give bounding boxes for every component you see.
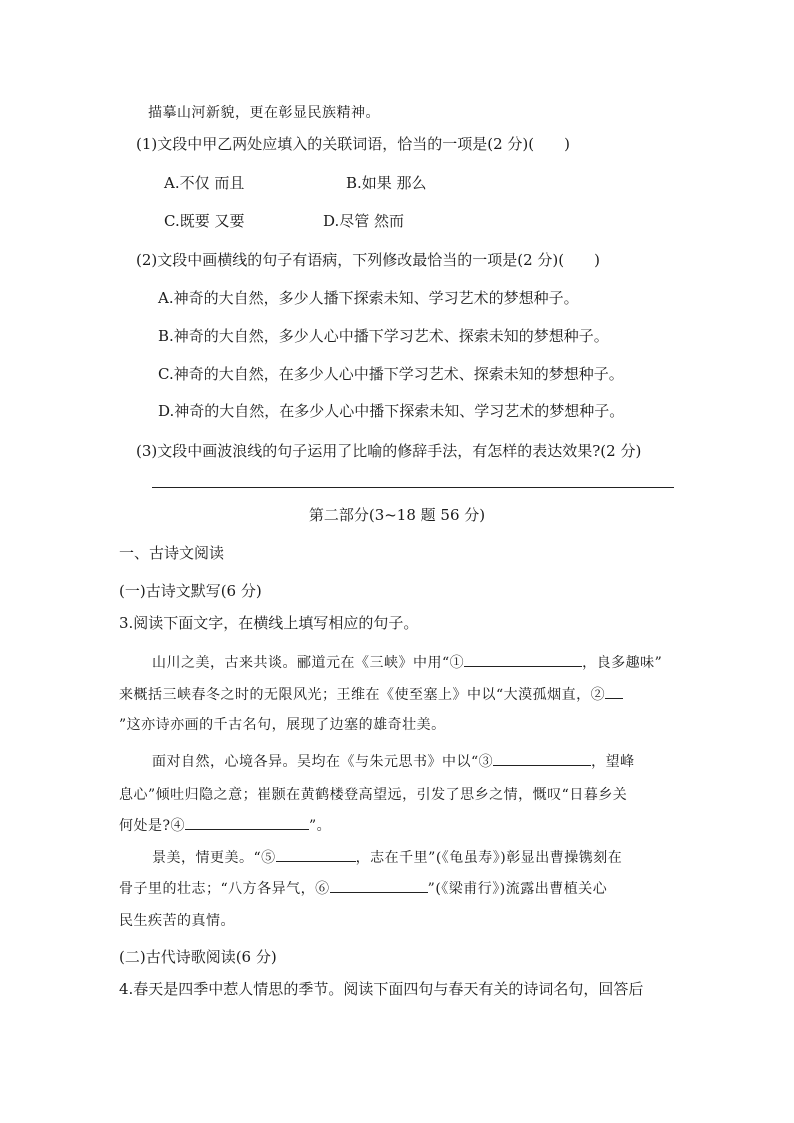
- fill-blank-3[interactable]: [493, 751, 591, 766]
- q1-option-a: A.不仅 而且: [164, 174, 245, 192]
- fill-blank-6[interactable]: [330, 878, 428, 893]
- subsection-heading: (一)古诗文默写(6 分): [119, 582, 262, 600]
- passage-text: 骨子里的壮志；“八方各异气，⑥: [119, 881, 330, 897]
- q2-option-c: C.神奇的大自然，在多少人心中播下学习艺术、探索未知的梦想种子。: [158, 365, 624, 383]
- passage-text: 来概括三峡春冬之时的无限风光；王维在《使至塞上》中以“大漠孤烟直，②: [119, 687, 606, 703]
- fill-blank-5[interactable]: [276, 847, 356, 862]
- passage-line: [119, 684, 623, 706]
- passage-text: 山川之美，古来共谈。郦道元在《三峡》中用“①: [152, 655, 465, 671]
- answer-line: [152, 487, 674, 488]
- fill-blank-4[interactable]: [185, 815, 309, 830]
- q1-option-d: D.尽管 然而: [323, 212, 405, 230]
- passage-line: [119, 878, 607, 900]
- passage-line: ”这亦诗亦画的千古名句，展现了边塞的雄奇壮美。: [119, 717, 446, 733]
- passage-text: ”(《梁甫行》)流露出曹植关心: [427, 881, 608, 897]
- fill-blank-1[interactable]: [464, 652, 582, 667]
- fill-blank-2[interactable]: [605, 684, 623, 699]
- passage-text: ，望峰: [591, 754, 635, 770]
- q1-option-c: C.既要 又要: [164, 212, 245, 230]
- passage-line: [152, 751, 635, 773]
- question-2-stem: (2)文段中画横线的句子有语病，下列修改最恰当的一项是(2 分)( ): [136, 251, 600, 269]
- passage-line: 民生疾苦的真情。: [119, 913, 235, 929]
- passage-text: ”。: [309, 818, 332, 834]
- passage-line: [152, 652, 662, 674]
- passage-text: 面对自然，心境各异。吴均在《与朱元思书》中以“③: [152, 754, 494, 770]
- passage-text: 何处是?④: [119, 818, 186, 834]
- subsection-heading: (二)古代诗歌阅读(6 分): [119, 948, 277, 966]
- question-4-stem: 4.春天是四季中惹人情思的季节。阅读下面四句与春天有关的诗词名句，回答后: [119, 980, 644, 998]
- question-3-stem: (3)文段中画波浪线的句子运用了比喻的修辞手法，有怎样的表达效果?(2 分): [136, 442, 642, 460]
- q1-option-b: B.如果 那么: [346, 174, 427, 192]
- passage-text: ，志在千里”(《龟虽寿》)彰显出曹操镌刻在: [355, 850, 623, 866]
- q2-option-a: A.神奇的大自然，多少人播下探索未知、学习艺术的梦想种子。: [158, 289, 579, 307]
- passage-line: 息心”倾吐归隐之意；崔颢在黄鹤楼登高望远，引发了思乡之情，慨叹“日暮乡关: [119, 787, 628, 803]
- part-two-title: 第二部分(3~18 题 56 分): [308, 506, 486, 524]
- passage-continuation: 描摹山河新貌，更在彰显民族精神。: [148, 105, 380, 121]
- section-heading: 一、古诗文阅读: [119, 544, 225, 562]
- passage-line: [152, 847, 622, 869]
- passage-line: [119, 815, 331, 837]
- passage-text: ，良多趣味”: [582, 655, 663, 671]
- question-1-stem: (1)文段中甲乙两处应填入的关联词语，恰当的一项是(2 分)( ): [136, 135, 570, 153]
- q2-option-b: B.神奇的大自然，多少人心中播下学习艺术、探索未知的梦想种子。: [158, 327, 609, 345]
- q2-option-d: D.神奇的大自然，在多少人心中播下探索未知、学习艺术的梦想种子。: [158, 402, 625, 420]
- passage-text: 景美，情更美。“⑤: [152, 850, 276, 866]
- question-3-main: 3.阅读下面文字，在横线上填写相应的句子。: [119, 614, 419, 632]
